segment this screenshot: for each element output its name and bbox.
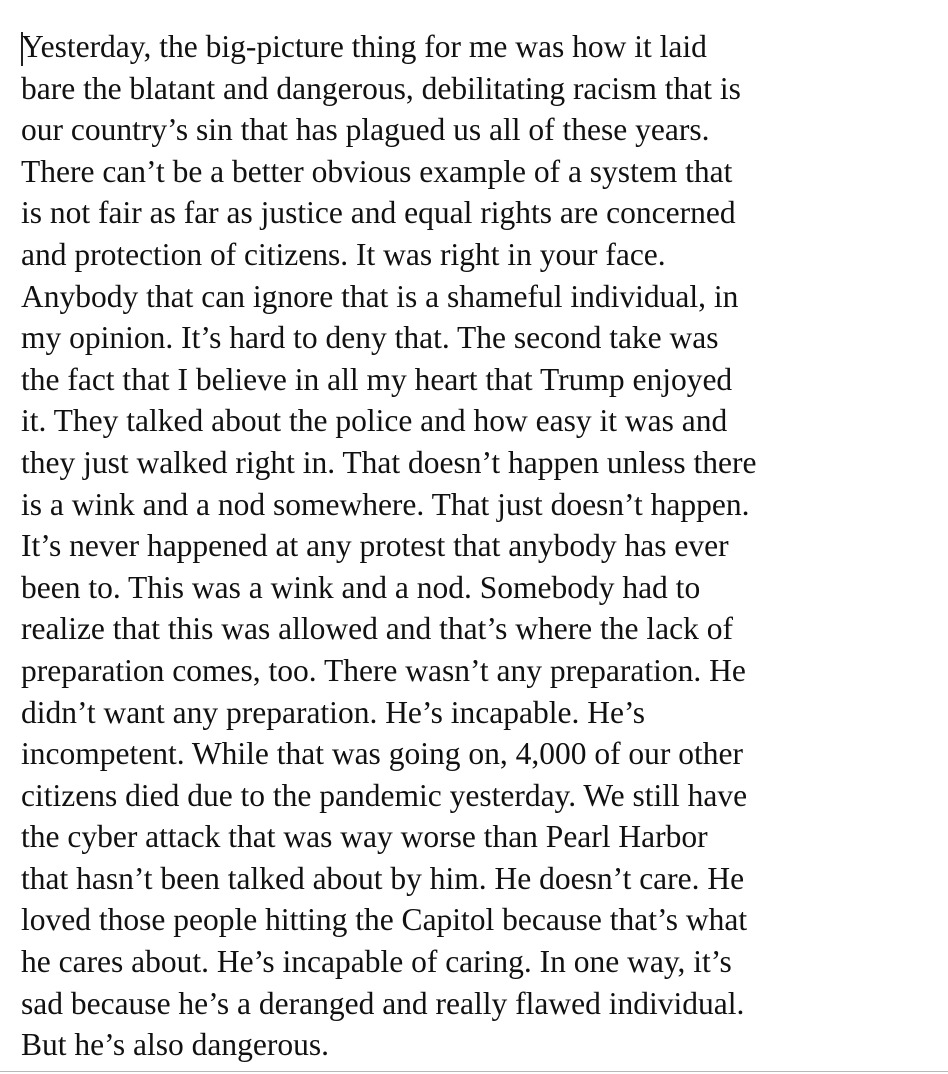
text-line: he cares about. He’s incapable of caring. In one way, it’s — [21, 944, 732, 980]
text-line: incompetent. While that was going on, 4,000 of our other — [21, 736, 744, 772]
text-line: my opinion. It’s hard to deny that. The second take was — [21, 320, 719, 356]
text-line: is a wink and a nod somewhere. That just doesn’t happen. — [21, 486, 750, 522]
text-line: citizens died due to the pandemic yesterday. We still have — [21, 777, 748, 813]
text-line: it. They talked about the police and how easy it was and — [21, 403, 728, 439]
text-line: Anybody that can ignore that is a shameful individual, in — [21, 278, 739, 314]
text-line: It’s never happened at any protest that anybody has ever — [21, 528, 729, 564]
text-line: sad because he’s a deranged and really flawed individual. — [21, 985, 745, 1021]
text-line: didn’t want any preparation. He’s incapable. He’s — [21, 694, 645, 730]
text-line: There can’t be a better obvious example of a system that — [21, 153, 733, 189]
text-line: the fact that I believe in all my heart that Trump enjoyed — [21, 361, 733, 397]
text-line: the cyber attack that was way worse than Pearl Harbor — [21, 819, 708, 855]
text-line: our country’s sin that has plagued us all of these years. — [21, 112, 710, 148]
page-bottom-divider — [0, 1071, 948, 1072]
document-body[interactable] — [21, 26, 941, 1066]
text-line: Yesterday, the big-picture thing for me was how it laid — [21, 29, 707, 64]
text-line: been to. This was a wink and a nod. Somebody had to — [21, 569, 701, 605]
text-line: preparation comes, too. There wasn’t any preparation. He — [21, 652, 746, 688]
text-line: loved those people hitting the Capitol because that’s what — [21, 902, 748, 938]
text-line: that hasn’t been talked about by him. He doesn’t care. He — [21, 860, 745, 896]
text-line: But he’s also dangerous. — [21, 1027, 329, 1063]
text-line: and protection of citizens. It was right in your face. — [21, 236, 666, 272]
text-line: bare the blatant and dangerous, debilitating racism that is — [21, 70, 741, 106]
text-line: is not fair as far as justice and equal rights are concerned — [21, 195, 736, 231]
text-line: they just walked right in. That doesn’t happen unless there — [21, 444, 757, 480]
text-line: realize that this was allowed and that’s where the lack of — [21, 611, 733, 647]
